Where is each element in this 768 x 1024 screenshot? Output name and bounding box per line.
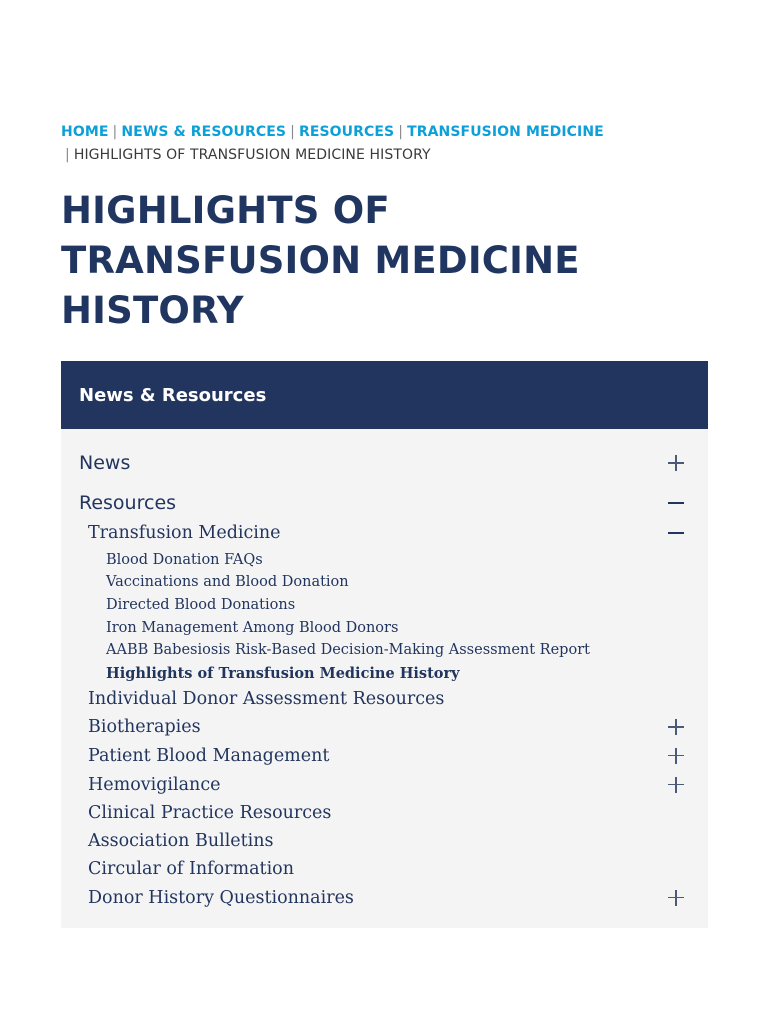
minus-icon[interactable] (667, 524, 685, 542)
nav-item-hemovigilance (61, 771, 708, 799)
plus-icon[interactable] (667, 776, 685, 794)
nav-item-label[interactable]: Biotherapies (88, 717, 201, 737)
breadcrumb-separator: | (112, 124, 118, 140)
nav-item-circular-of-information (61, 855, 708, 883)
nav-item-news (61, 447, 708, 479)
nav-item-iron-management-among-blood-donors (61, 617, 708, 639)
nav-item-label[interactable]: News (79, 452, 131, 474)
nav-item-label[interactable]: Clinical Practice Resources (88, 803, 332, 823)
nav-item-label[interactable]: Blood Donation FAQs (106, 551, 263, 568)
breadcrumb-resources[interactable]: RESOURCES (298, 124, 395, 140)
page-title (61, 186, 721, 336)
nav-item-label[interactable]: Donor History Questionnaires (88, 887, 354, 908)
nav-item-label[interactable]: Transfusion Medicine (88, 523, 281, 543)
nav-item-label[interactable]: Patient Blood Management (88, 745, 330, 766)
nav-item-label[interactable]: Individual Donor Assessment Resources (88, 688, 445, 709)
breadcrumb-separator: | (398, 124, 404, 140)
nav-item-vaccinations-and-blood-donation (61, 571, 708, 593)
page-title-line: HISTORY (61, 289, 244, 332)
page-title-line: HIGHLIGHTS OF (61, 189, 390, 232)
page-title-line: TRANSFUSION MEDICINE (61, 239, 580, 282)
nav-item-label[interactable]: Resources (79, 492, 177, 514)
nav-item-aabb-babesiosis-risk-based-decision-making-assessment-report (61, 639, 708, 661)
nav-item-label[interactable]: Hemovigilance (88, 774, 221, 795)
plus-icon[interactable] (667, 889, 685, 907)
breadcrumb-news-resources[interactable]: NEWS & RESOURCES (121, 124, 287, 140)
nav-item-individual-donor-assessment-resources (61, 685, 708, 713)
nav-item-blood-donation-faqs (61, 549, 708, 571)
nav-item-label[interactable]: Iron Management Among Blood Donors (106, 619, 399, 636)
nav-item-association-bulletins (61, 827, 708, 855)
nav-item-label[interactable]: Vaccinations and Blood Donation (106, 574, 349, 590)
minus-icon[interactable] (667, 494, 685, 512)
nav-item-patient-blood-management (61, 742, 708, 770)
nav-item-highlights-of-transfusion-medicine-history (61, 662, 708, 684)
breadcrumb-home[interactable]: HOME (61, 124, 109, 140)
breadcrumb-separator: | (65, 147, 70, 163)
nav-item-directed-blood-donations (61, 594, 708, 616)
nav-item-label[interactable]: Circular of Information (88, 859, 294, 879)
nav-item-transfusion-medicine (61, 519, 708, 547)
breadcrumb-transfusion-medicine[interactable]: TRANSFUSION MEDICINE (407, 124, 604, 140)
breadcrumb-current-line (61, 144, 721, 167)
breadcrumb (61, 121, 721, 167)
nav-item-biotherapies (61, 713, 708, 741)
nav-item-donor-history-questionnaires (61, 884, 708, 912)
nav-item-resources (61, 487, 708, 519)
plus-icon[interactable] (667, 747, 685, 765)
breadcrumb-separator: | (290, 124, 295, 140)
nav-item-label[interactable]: AABB Babesiosis Risk-Based Decision-Making Assessment Report (106, 642, 590, 658)
nav-item-label[interactable]: Association Bulletins (88, 831, 274, 851)
nav-item-label[interactable]: Directed Blood Donations (106, 596, 296, 613)
nav-item-label[interactable]: Highlights of Transfusion Medicine History (106, 664, 460, 682)
section-nav-heading: News & Resources (61, 361, 708, 429)
nav-item-clinical-practice-resources (61, 799, 708, 827)
plus-icon[interactable] (667, 718, 685, 736)
breadcrumb-current: HIGHLIGHTS OF TRANSFUSION MEDICINE HISTORY (73, 147, 431, 163)
plus-icon[interactable] (667, 454, 685, 472)
section-nav-panel (61, 361, 708, 928)
